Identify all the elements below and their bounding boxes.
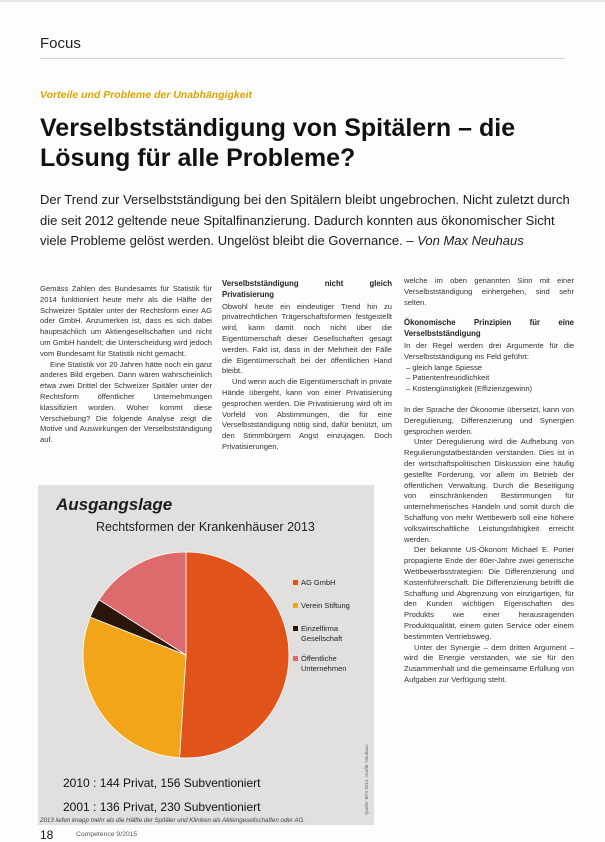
text-column-2 xyxy=(222,276,392,453)
article-headline: Verselbstständigung von Spitälern – die Lösung für alle Probleme? xyxy=(40,114,516,172)
paragraph: Eine Statistik vor 20 Jahren hätte noch ein ganz anderes Bild ergeben. Dann wären wahrscheinlich etwa zwei Drittel der Schweizer Spitäler unter der Rechtsform öffentlicher Unternehmungen klassifiziert worden. Woher kommt diese Verschiebung? Die folgende Analyse zeigt die Motive und Auswirkungen der Verselbstständigung auf. xyxy=(40,359,212,445)
chart-note: 2010 : 144 Privat, 156 Subventioniert xyxy=(63,776,261,790)
paragraph: In der Sprache der Ökonomie übersetzt, kann von Deregulierung, Differenzierung und Synergien gesprochen werden. xyxy=(404,404,574,436)
chart-subtitle: Rechtsformen der Krankenhäuser 2013 xyxy=(96,520,315,534)
chart-note: 2001 : 136 Privat, 230 Subventioniert xyxy=(63,800,261,814)
legend-swatch xyxy=(293,626,298,631)
paragraph: Unter der Synergie – dem dritten Argument – wird die Energie verstanden, wie sie für den Zusammenhalt und die gemeinsame Erfüllung von Aufgaben zur Verfügung steht. xyxy=(404,642,574,684)
legend-label: Verein Stiftung xyxy=(301,601,350,610)
chart-caption: 2013 liefen knapp mehr als die Hälfte der Spitäler und Kliniken als Aktiengesellschaften oder AG. xyxy=(40,817,306,824)
text-column-3 xyxy=(404,276,574,686)
author-byline: Von Max Neuhaus xyxy=(417,233,524,248)
paragraph: Der bekannte US-Ökonom Michael E. Porter propagierte Ende der 80er-Jahre zwei generische Wettbewerbsstrategien: Die Differenzierung und Kostenführerschaft. Die Differenzierung betrifft die Schaffung und Abgrenzung von einzigartigen, für den Kunden wichtigen Eigenschaften des Produkts wie einer herausragenden Produktqualität, einem guten Service oder einem bestimmten Vertriebsweg. xyxy=(404,545,574,641)
magazine-name: Competence 9/2015 xyxy=(76,831,138,838)
article-kicker: Vorteile und Probleme der Unabhängigkeit xyxy=(40,89,252,101)
chart-source: Quelle: BFS 2014, Grafik: Neuhaus xyxy=(364,744,369,815)
article-lead xyxy=(40,190,570,252)
subheading: Verselbstständigung nicht gleich Privatisierung xyxy=(222,279,392,299)
list-item: – gleich lange Spiesse xyxy=(406,363,574,374)
top-border xyxy=(0,0,605,2)
header-rule xyxy=(40,58,565,59)
paragraph: Obwohl heute ein eindeutiger Trend hin zu privatrechtlichen Trägerschaftsformen festgestellt wird, kann damit noch nicht über die Eigentümerschaft dieser Gesellschaften gesagt werden. Fakt ist, dass in der Mehrheit der Fälle die Eigentümerschaft bei der öffentlichen Hand bleibt. xyxy=(222,301,392,376)
chart-panel xyxy=(38,485,374,825)
chart-legend xyxy=(293,578,350,673)
paragraph: Und wenn auch die Eigentümerschaft in private Hände übergeht, kann von einer Privatisierung gesprochen werden. Die Privatisierung wird oft im Vorfeld von Abstimmungen, die für eine Verselbstständigung nötig sind, dafür benützt, um den Stimmbürgern Angst einzujagen. Doch Privatisierungen, xyxy=(222,377,392,451)
list-item: – Kostengünstigkeit (Effizienzgewinn) xyxy=(406,384,574,395)
legend-swatch xyxy=(293,603,298,608)
page-number: 18 xyxy=(40,828,54,842)
lead-text: Der Trend zur Verselbstständigung bei den Spitälern bleibt ungebrochen. Nicht zuletzt durch die seit 2012 geltende neue Spitalfinanzierung. Dadurch konnten aus ökonomischer Sicht viele Probleme gelöst werden. Ungelöst bleibt die Governance. – xyxy=(40,192,570,248)
subheading: Ökonomische Prinzipien für eine Verselbstständigung xyxy=(404,318,574,339)
legend-swatch xyxy=(293,656,298,661)
pie-slices xyxy=(83,552,289,758)
list-item: – Patientenfreundlichkeit xyxy=(406,373,574,384)
argument-list xyxy=(404,363,574,395)
pie-slice xyxy=(180,552,289,758)
section-label: Focus xyxy=(40,35,81,52)
legend-label: Gesellschaft xyxy=(301,634,343,643)
legend-label: Einzelfirma xyxy=(301,624,339,633)
pie-chart xyxy=(38,485,374,825)
paragraph: Unter Deregulierung wird die Aufhebung von Regulierungstatbeständen verstanden. Dies ist in der wirtschaftspolitischen Diskussion eine häufig gestellte Forderung, vor allem im Betrieb der öffentlichen Verwaltung. Durch die Beseitigung von einschränkenden Bestimmungen für unternehmerisches Handeln und somit durch die Schaffung von mehr Wettbewerb soll eine höhere volkswirtschaftliche Leistungsfähigkeit erreicht werden. xyxy=(404,437,574,544)
paragraph: welche im oben genannten Sinn mit einer Verselbstständigung einhergehen, sind sehr selten. xyxy=(404,276,574,307)
paragraph: In der Regel werden drei Argumente für die Verselbstständigung ins Feld geführt: xyxy=(404,340,574,361)
text-column-1 xyxy=(40,284,212,446)
legend-label: Öffentliche xyxy=(301,654,337,663)
legend-label: AG GmbH xyxy=(301,578,336,587)
legend-label: Unternehmen xyxy=(301,664,347,673)
legend-swatch xyxy=(293,580,298,585)
paragraph: Gemäss Zahlen des Bundesamts für Statistik für 2014 funktioniert heute mehr als die Hälfte der Schweizer Spitäler unter der Rechtsform einer AG oder GmbH. Anzumerken ist, dass es sich dabei hauptsächlich um Aktiengesellschaften und nicht um GmbH handelt; die Unterscheidung wird jedoch vom Bundesamt für Statistik nicht gemacht. xyxy=(40,284,212,358)
chart-title: Ausgangslage xyxy=(56,495,173,514)
